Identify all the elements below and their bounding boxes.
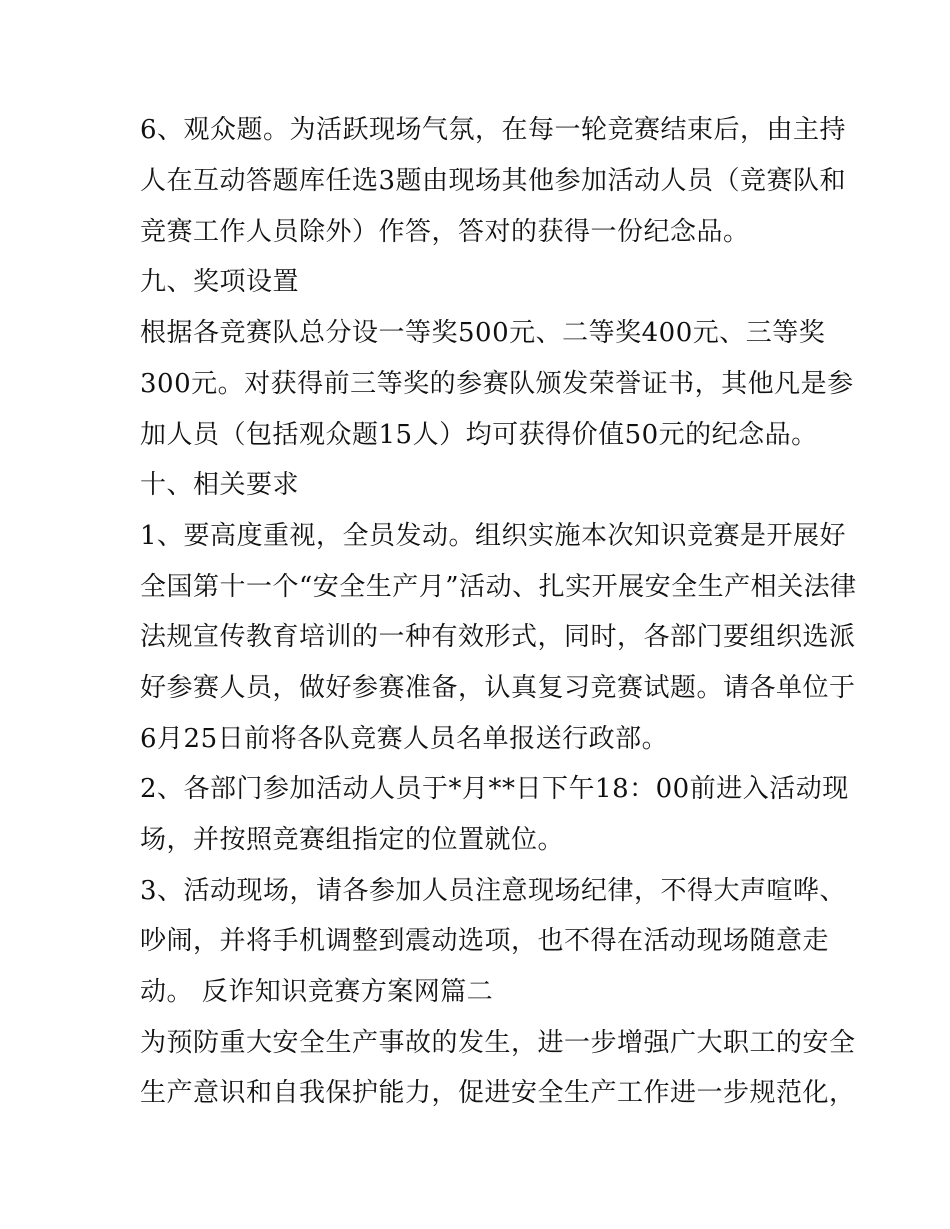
section-heading: 九、奖项设置 — [140, 267, 300, 297]
text-line: 加人员（包括观众题15人）均可获得价值50元的纪念品。 — [140, 420, 818, 450]
text-line: 场，并按照竞赛组指定的位置就位。 — [140, 825, 565, 855]
text-line: 全国第十一个“安全生产月”活动、扎实开展安全生产相关法律 — [140, 572, 857, 602]
text-line: 2、各部门参加活动人员于*月**日下午18：00前进入活动现 — [140, 774, 849, 804]
text-line: 生产意识和自我保护能力，促进安全生产工作进一步规范化， — [140, 1078, 856, 1108]
text-line: 3、活动现场，请各参加人员注意现场纪律，不得大声喧哗、 — [140, 876, 847, 906]
text-line: 6月25日前将各队竞赛人员名单报送行政部。 — [140, 724, 669, 754]
text-line: 根据各竞赛队总分设一等奖500元、二等奖400元、三等奖 — [140, 318, 826, 348]
text-line: 好参赛人员，做好参赛准备，认真复习竞赛试题。请各单位于 — [140, 673, 856, 703]
text-line: 6、观众题。为活跃现场气氛，在每一轮竞赛结束后，由主持 — [140, 115, 847, 145]
text-line: 吵闹，并将手机调整到震动选项，也不得在活动现场随意走 — [140, 926, 830, 956]
text-line: 300元。对获得前三等奖的参赛队颁发荣誉证书，其他凡是参 — [140, 369, 854, 399]
text-line: 法规宣传教育培训的一种有效形式，同时，各部门要组织选派 — [140, 622, 856, 652]
text-line: 竞赛工作人员除外）作答，答对的获得一份纪念品。 — [140, 217, 750, 247]
text-line: 为预防重大安全生产事故的发生，进一步增强广大职工的安全 — [140, 1028, 856, 1058]
text-line: 1、要高度重视，全员发动。组织实施本次知识竞赛是开展好 — [140, 521, 847, 551]
text-line: 动。 反诈知识竞赛方案网篇二 — [140, 977, 494, 1007]
text-line: 人在互动答题库任选3题由现场其他参加活动人员（竞赛队和 — [140, 166, 847, 196]
section-heading: 十、相关要求 — [140, 470, 300, 500]
